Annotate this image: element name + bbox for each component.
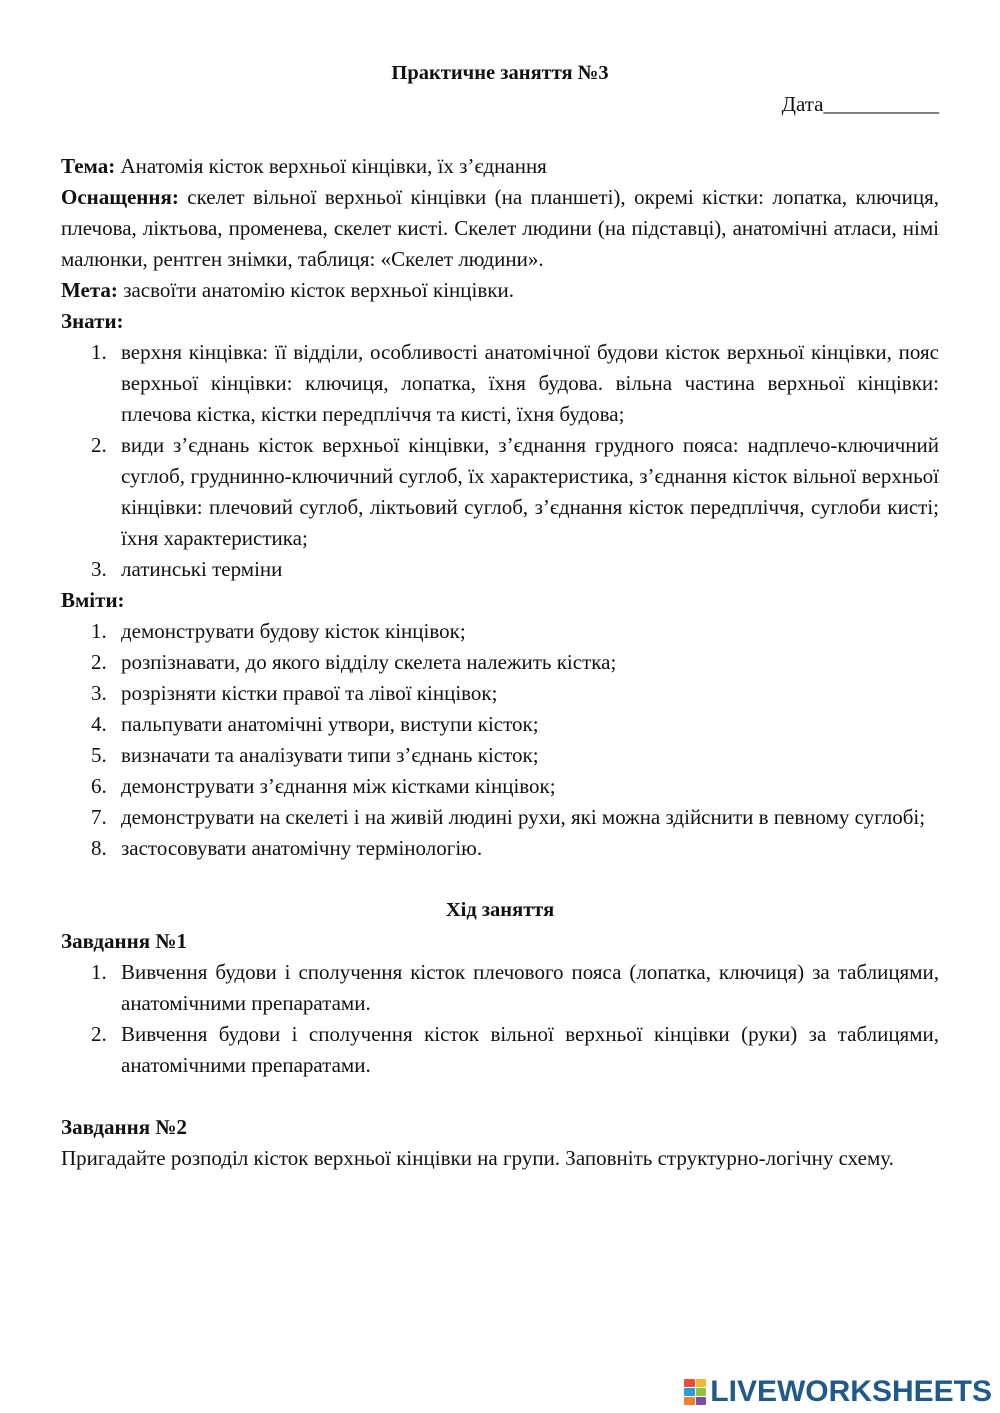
list-item-number: 2. [91, 650, 107, 674]
task2-text: Пригадайте розподіл кісток верхньої кінцівки на групи. Заповніть структурно-логічну схему. [61, 1146, 894, 1170]
list-item-text: розрізняти кістки правої та лівої кінцівок; [121, 681, 498, 705]
list-item [61, 957, 939, 1019]
list-item [61, 802, 939, 833]
know-list [61, 337, 939, 585]
know-label: Знати: [61, 309, 124, 333]
list-item-number: 1. [91, 340, 107, 364]
list-item-number: 2. [91, 433, 107, 457]
date-label: Дата [781, 92, 824, 116]
list-item [61, 771, 939, 802]
skills-list [61, 616, 939, 864]
list-item-text: демонструвати будову кісток кінцівок; [121, 619, 466, 643]
list-item-number: 7. [91, 805, 107, 829]
list-item [61, 647, 939, 678]
equipment-line [61, 182, 939, 275]
list-item-number: 2. [91, 1022, 107, 1046]
list-item-text: Вивчення будови і сполучення кісток вільної верхньої кінцівки (руки) за таблицями, анатомічними препаратами. [121, 1022, 939, 1077]
page-title: Практичне заняття №3 [391, 62, 609, 84]
list-item-text: верхня кінцівка: її відділи, особливості анатомічної будови кісток верхньої кінцівки, пояс верхньої кінцівки: ключиця, лопатка, їхня будова. вільна частина верхньої кінцівки: плечова кістка, кістки передпліччя та кисті, їхня будова; [121, 340, 939, 426]
goal-line [61, 275, 939, 306]
list-item [61, 430, 939, 554]
list-item [61, 833, 939, 864]
goal-label: Мета: [61, 278, 118, 302]
list-item [61, 1019, 939, 1081]
list-item-text: латинські терміни [121, 557, 283, 581]
list-item-text: демонструвати з’єднання між кістками кінцівок; [121, 774, 556, 798]
date-field [61, 89, 939, 120]
progress-heading: Хід заняття [445, 899, 555, 921]
list-item [61, 554, 939, 585]
list-item-text: Вивчення будови і сполучення кісток плечового пояса (лопатка, ключиця) за таблицями, анатомічними препаратами. [121, 960, 939, 1015]
skills-label: Вміти: [61, 588, 125, 612]
liveworksheets-brand [684, 1377, 992, 1407]
brand-text: LIVEWORKSHEETS [710, 1375, 992, 1408]
list-item [61, 337, 939, 430]
list-item [61, 709, 939, 740]
topic-text: Анатомія кісток верхньої кінцівки, їх з’єднання [120, 154, 547, 178]
list-item-number: 1. [91, 960, 107, 984]
task1-label: Завдання №1 [61, 929, 187, 953]
topic-line [61, 151, 939, 182]
task2-label: Завдання №2 [61, 1115, 187, 1139]
list-item-text: визначати та аналізувати типи з’єднань кісток; [121, 743, 539, 767]
list-item-number: 3. [91, 681, 107, 705]
list-item-text: пальпувати анатомічні утвори, виступи кісток; [121, 712, 539, 736]
date-blank[interactable]: ___________ [823, 92, 939, 116]
list-item-text: демонструвати на скелеті і на живій людині рухи, які можна здійснити в певному суглобі; [121, 805, 926, 829]
topic-label: Тема: [61, 154, 116, 178]
list-item [61, 740, 939, 771]
list-item [61, 616, 939, 647]
list-item-text: розпізнавати, до якого відділу скелета належить кістка; [121, 650, 617, 674]
equipment-label: Оснащення: [61, 185, 179, 209]
list-item-text: застосовувати анатомічну термінологію. [121, 836, 483, 860]
list-item-text: види з’єднань кісток верхньої кінцівки, з’єднання грудного пояса: надплечо-ключичний суглоб, груднинно-ключичний суглоб, їх характеристика, з’єднання кісток вільної верхньої кінцівки: плечовий суглоб, ліктьовий суглоб, з’єднання кісток передпліччя, суглоби кисті; їхня характеристика; [121, 433, 939, 550]
equipment-text: скелет вільної верхньої кінцівки (на планшеті), окремі кістки: лопатка, ключиця, плечова, ліктьова, променева, скелет кисті. Скелет людини (на підставці), анатомічні атласи, німі малюнки, рентген знімки, таблиця: «Скелет людини». [61, 185, 940, 271]
goal-text: засвоїти анатомію кісток верхньої кінцівки. [123, 278, 514, 302]
list-item-number: 3. [91, 557, 107, 581]
worksheet-page [61, 58, 939, 1174]
list-item-number: 6. [91, 774, 107, 798]
list-item-number: 5. [91, 743, 107, 767]
liveworksheets-logo-icon [684, 1379, 706, 1405]
list-item-number: 4. [91, 712, 107, 736]
list-item-number: 1. [91, 619, 107, 643]
list-item-number: 8. [91, 836, 107, 860]
task1-list [61, 957, 939, 1081]
list-item [61, 678, 939, 709]
